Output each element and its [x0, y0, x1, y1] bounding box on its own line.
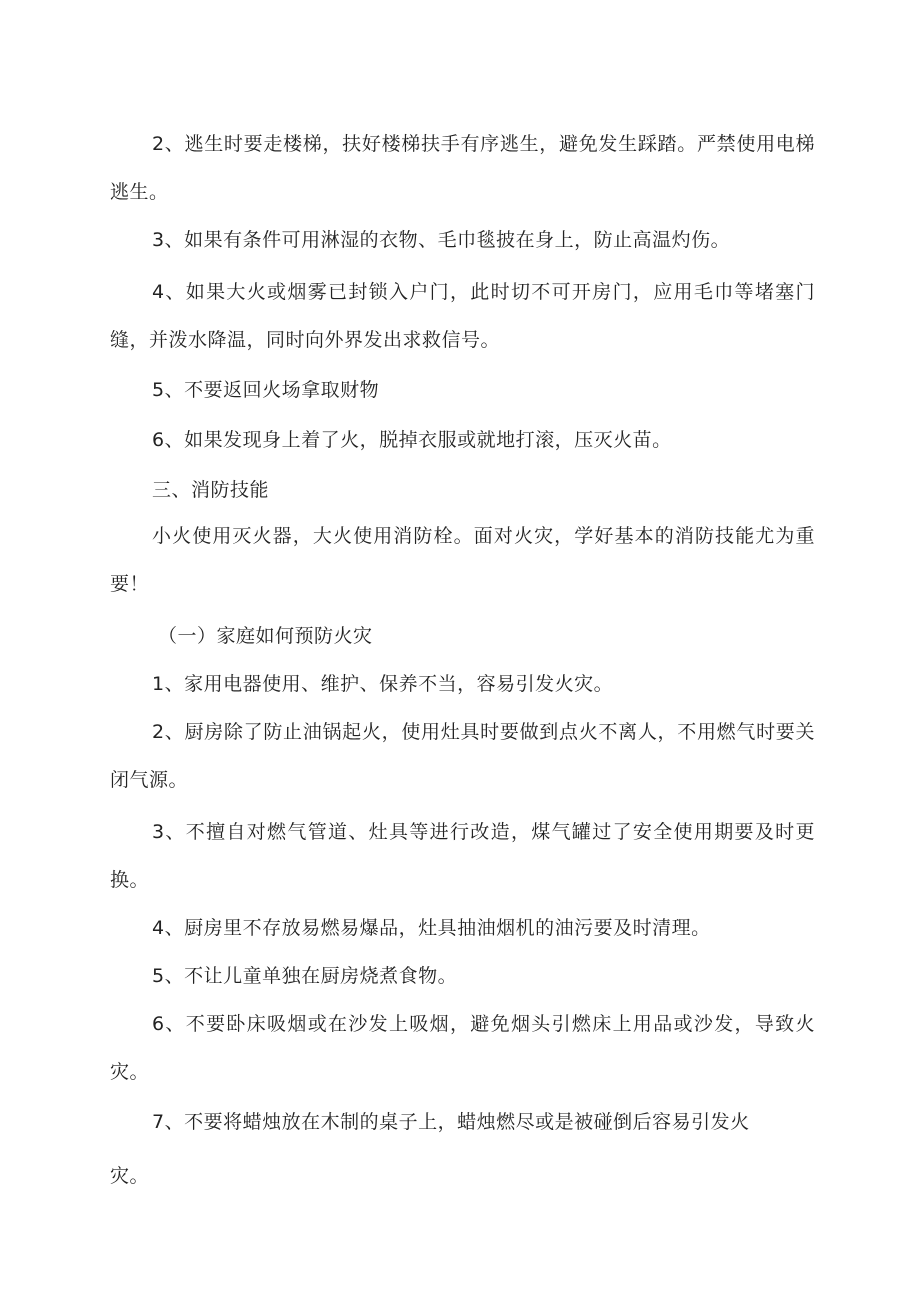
paragraph-smoking: 6、不要卧床吸烟或在沙发上吸烟，避免烟头引燃床上用品或沙发，导致火灾。: [110, 1013, 815, 1083]
paragraph-wet-clothes: 3、如果有条件可用淋湿的衣物、毛巾毯披在身上，防止高温灼伤。: [152, 229, 731, 251]
paragraph-escape-stairs: 2、逃生时要走楼梯，扶好楼梯扶手有序逃生，避免发生踩踏。严禁使用电梯逃生。: [110, 133, 815, 203]
subsection-heading-home-prevention: （一）家庭如何预防火灾: [158, 625, 373, 647]
paragraph-candles-continued: 灾。: [110, 1165, 150, 1187]
paragraph-candles: 7、不要将蜡烛放在木制的桌子上，蜡烛燃尽或是被碰倒后容易引发火: [152, 1111, 750, 1133]
paragraph-kitchen-gas: 2、厨房除了防止油锅起火，使用灶具时要做到点火不离人，不用燃气时要关闭气源。: [110, 721, 815, 791]
paragraph-clothes-on-fire: 6、如果发现身上着了火，脱掉衣服或就地打滚，压灭火苗。: [152, 429, 672, 451]
paragraph-door-blocked: 4、如果大火或烟雾已封锁入户门，此时切不可开房门，应用毛巾等堵塞门缝，并泼水降温，同时向外界发出求救信号。: [110, 281, 815, 351]
section-heading-fire-skills: 三、消防技能: [152, 479, 270, 501]
paragraph-children-kitchen: 5、不让儿童单独在厨房烧煮食物。: [152, 965, 458, 987]
paragraph-skills-intro: 小火使用灭火器，大火使用消防栓。面对火灾，学好基本的消防技能尤为重要！: [110, 525, 815, 595]
paragraph-gas-pipes: 3、不擅自对燃气管道、灶具等进行改造，煤气罐过了安全使用期要及时更换。: [110, 821, 815, 891]
paragraph-flammables: 4、厨房里不存放易燃易爆品，灶具抽油烟机的油污要及时清理。: [152, 917, 711, 939]
paragraph-appliances: 1、家用电器使用、维护、保养不当，容易引发火灾。: [152, 673, 614, 695]
paragraph-no-return: 5、不要返回火场拿取财物: [152, 379, 380, 401]
